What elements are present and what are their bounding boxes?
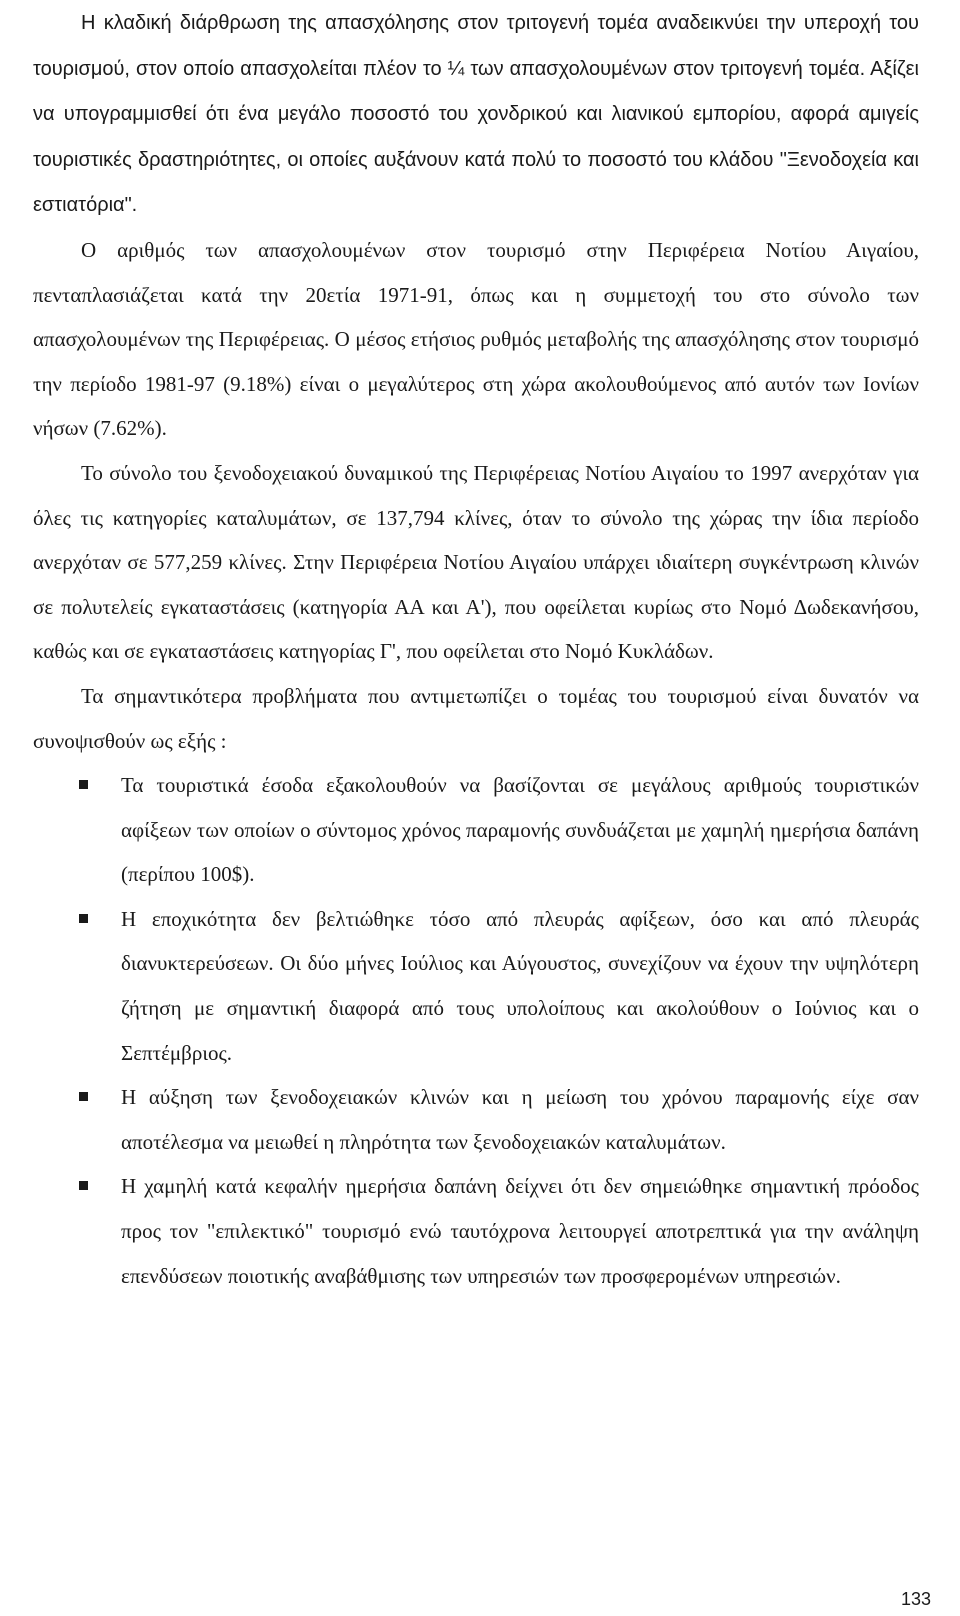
page-number: 133	[900, 1589, 931, 1609]
document-body	[33, 0, 919, 1298]
problems-list	[33, 763, 919, 1298]
list-item-text: Η εποχικότητα δεν βελτιώθηκε τόσο από πλευράς αφίξεων, όσο και από πλευράς διανυκτερεύσεων. Οι δύο μήνες Ιούλιος και Αύγουστος, συνεχίζουν να έχουν την υψηλότερη ζήτηση με σημαντική διαφορά από τους υπολοίπους και ακολούθουν ο Ιούνιος και ο Σεπτέμβριος.	[121, 906, 919, 1065]
list-item	[33, 1164, 919, 1298]
paragraph-problems-intro: Τα σημαντικότερα προβλήματα που αντιμετωπίζει ο τομέας του τουρισμού είναι δυνατόν να συνοψισθούν ως εξής :	[33, 683, 919, 753]
list-item	[33, 1075, 919, 1164]
list-item	[33, 897, 919, 1075]
paragraph-sans-part-2: Αξίζει να υπογραμμισθεί ότι ένα μεγάλο ποσοστό του χονδρικού και λιανικού εμπορίου, αφορά αμιγείς τουριστικές δραστηριότητες, οι οποίες αυξάνουν κατά πολύ το ποσοστό του κλάδου "Ξενοδοχεία και εστιατόρια".	[33, 57, 919, 217]
square-bullet-icon	[79, 780, 88, 789]
list-item-text: Η αύξηση των ξενοδοχειακών κλινών και η μείωση του χρόνου παραμονής είχε σαν αποτέλεσμα να μειωθεί η πληρότητα των ξενοδοχειακών καταλυμάτων.	[121, 1085, 919, 1154]
paragraph-employment-structure	[33, 0, 919, 228]
square-bullet-icon	[79, 1181, 88, 1190]
list-item	[33, 763, 919, 897]
paragraph-sans-part: Η κλαδική διάρθρωση της απασχόλησης στον τριτογενή τομέα αναδεικνύει την υπεροχή του τουρισμού, στον οποίο απασχολείται πλέον το ¼ των απασχολουμένων στον τριτογενή τομέα.	[33, 12, 919, 80]
paragraph-hotel-capacity: Το σύνολο του ξενοδοχειακού δυναμικού της Περιφέρειας Νοτίου Αιγαίου το 1997 ανερχόταν για όλες τις κατηγορίες καταλυμάτων, σε 137,794 κλίνες, όταν το σύνολο της χώρας την ίδια περίοδο ανερχόταν σε 577,259 κλίνες. Στην Περιφέρεια Νοτίου Αιγαίου υπάρχει ιδιαίτερη συγκέντρωση κλινών σε πολυτελείς εγκαταστάσεις (κατηγορία ΑΑ και Α'), που οφείλεται κυρίως στο Νομό Δωδεκανήσου, καθώς και σε εγκαταστάσεις κατηγορίας Γ', που οφείλεται στο Νομό Κυκλάδων.	[33, 460, 919, 664]
list-item-text: Η χαμηλή κατά κεφαλήν ημερήσια δαπάνη δείχνει ότι δεν σημειώθηκε σημαντική πρόοδος προς τον "επιλεκτικό" τουρισμό ενώ ταυτόχρονα λειτουργεί αποτρεπτικά για την ανάληψη επενδύσεων ποιοτικής αναβάθμισης των υπηρεσιών των προσφερομένων υπηρεσιών.	[121, 1174, 919, 1288]
list-item-text: Τα τουριστικά έσοδα εξακολουθούν να βασίζονται σε μεγάλους αριθμούς τουριστικών αφίξεων των οποίων ο σύντομος χρόνος παραμονής συνδυάζεται με χαμηλή ημερήσια δαπάνη (περίπου 100$).	[121, 773, 919, 887]
square-bullet-icon	[79, 914, 88, 923]
paragraph-tourism-employment: Ο αριθμός των απασχολουμένων στον τουρισμό στην Περιφέρεια Νοτίου Αιγαίου, πενταπλασιάζεται κατά την 20ετία 1971-91, όπως και η συμμετοχή του στο σύνολο των απασχολουμένων της Περιφέρειας. Ο μέσος ετήσιος ρυθμός μεταβολής της απασχόλησης στον τουρισμό την περίοδο 1981-97 (9.18%) είναι ο μεγαλύτερος στη χώρα ακολουθούμενος από αυτόν των Ιονίων νήσων (7.62%).	[33, 237, 919, 441]
square-bullet-icon	[79, 1092, 88, 1101]
